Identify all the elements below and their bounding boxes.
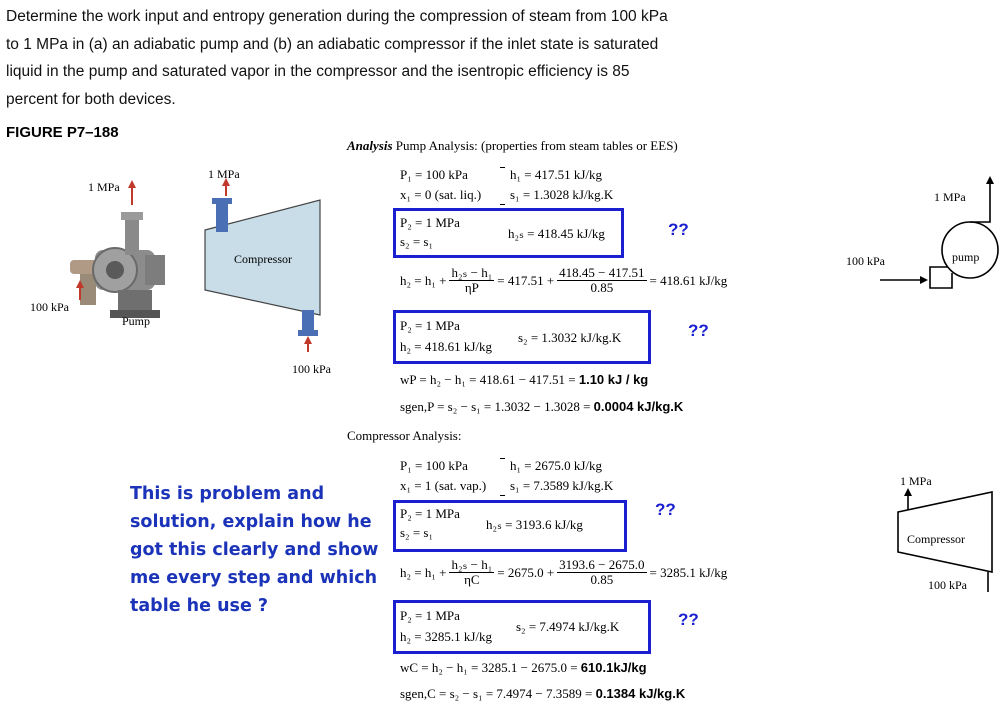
side-pump-inlet: 100 kPa <box>846 254 885 268</box>
side-pump-outlet: 1 MPa <box>934 190 966 204</box>
compressor-sgen-equation: sgen,C = s₂ − s₁ = 7.4974 − 7.3589 = 0.1384 kJ/kg.K <box>400 686 686 701</box>
pump-illustration <box>70 180 165 318</box>
compressor-label: Compressor <box>234 252 292 266</box>
question-mark: ?? <box>688 321 709 340</box>
compressor-box2-left: P₂ = 1 MPa h₂ = 3285.1 kJ/kg <box>400 608 493 644</box>
pump-sgen-equation: sgen,P = s₂ − s₁ = 1.3032 − 1.3028 = 0.0004 kJ/kg.K <box>400 399 684 414</box>
question-mark: ?? <box>655 500 676 519</box>
compressor-analysis-heading: Compressor Analysis: <box>347 428 462 443</box>
pump-work-equation: wP = h₂ − h₁ = 418.61 − 417.51 = 1.10 kJ / kg <box>400 372 649 387</box>
pump-box2-right: s₂ = 1.3032 kJ/kg.K <box>518 330 622 345</box>
compressor-outlet-label: 1 MPa <box>208 167 240 181</box>
compressor-work-equation: wC = h₂ − h₁ = 3285.1 − 2675.0 = 610.1kJ/kg <box>400 660 647 675</box>
compressor-box1-left: P₂ = 1 MPa s₂ = s₁ <box>400 506 460 540</box>
side-pump-schematic <box>840 170 1000 300</box>
problem-line: percent for both devices. <box>6 90 176 108</box>
compressor-box1-right: h₂ₛ = 3193.6 kJ/kg <box>486 517 583 532</box>
question-mark: ?? <box>678 610 699 629</box>
question-mark: ?? <box>668 220 689 239</box>
compressor-inlet-props: h₁ = 2675.0 kJ/kg s₁ = 7.3589 kJ/kg.K <box>510 458 614 493</box>
pump-inlet-props: h₁ = 417.51 kJ/kg s₁ = 1.3028 kJ/kg.K <box>510 167 614 202</box>
user-question-note: This is problem and solution, explain how he got this clearly and show me every step and which table he use ? <box>130 484 379 616</box>
pump-h2-equation: h₂ = h₁ + $\frac{\text{h₂ₛ − h₁}}{\eta P}$ = 417.51 + $\frac{418.45 - 417.51}{0.85}$ = 418.61 kJ/kg <box>400 265 728 295</box>
brace <box>500 167 505 205</box>
pump-label: Pump <box>122 314 151 328</box>
side-compressor-outlet: 1 MPa <box>900 474 932 488</box>
side-pump-label: pump <box>952 250 980 264</box>
pump-inlet-label: 100 kPa <box>30 300 69 314</box>
problem-line: to 1 MPa in (a) an adiabatic pump and (b) an adiabatic compressor if the inlet state is saturated <box>6 35 659 53</box>
pump-outlet-label: 1 MPa <box>88 180 120 194</box>
compressor-box2-right: s₂ = 7.4974 kJ/kg.K <box>516 619 620 634</box>
problem-line: Determine the work input and entropy generation during the compression of steam from 100 kPa <box>6 8 668 25</box>
side-compressor-inlet: 100 kPa <box>928 578 967 592</box>
figure-title: FIGURE P7–188 <box>6 124 119 141</box>
brace <box>500 458 505 496</box>
pump-inlet-state: P₁ = 100 kPa x₁ = 0 (sat. liq.) <box>400 167 482 202</box>
figure-illustration <box>20 160 350 380</box>
problem-line: liquid in the pump and saturated vapor in the compressor and the isentropic efficiency is 85 <box>6 63 630 80</box>
pump-box1-right: h₂ₛ = 418.45 kJ/kg <box>508 226 605 241</box>
compressor-inlet-state: P₁ = 100 kPa x₁ = 1 (sat. vap.) <box>400 458 487 493</box>
pump-box1-left: P₂ = 1 MPa s₂ = s₁ <box>400 215 460 249</box>
side-compressor-label: Compressor <box>907 532 965 546</box>
problem-statement <box>6 3 786 113</box>
pump-box2-left: P₂ = 1 MPa h₂ = 418.61 kJ/kg <box>400 318 493 354</box>
pump-analysis-heading: Analysis Pump Analysis: (properties from steam tables or EES) <box>347 138 678 153</box>
compressor-inlet-label: 100 kPa <box>292 362 331 376</box>
compressor-h2-equation: h₂ = h₁ + $\frac{\text{h₂ₛ − h₁}}{\eta C}$ = 2675.0 + $\frac{3193.6 - 2675.0}{0.85}$ = 3285.1 kJ/kg <box>400 557 728 587</box>
